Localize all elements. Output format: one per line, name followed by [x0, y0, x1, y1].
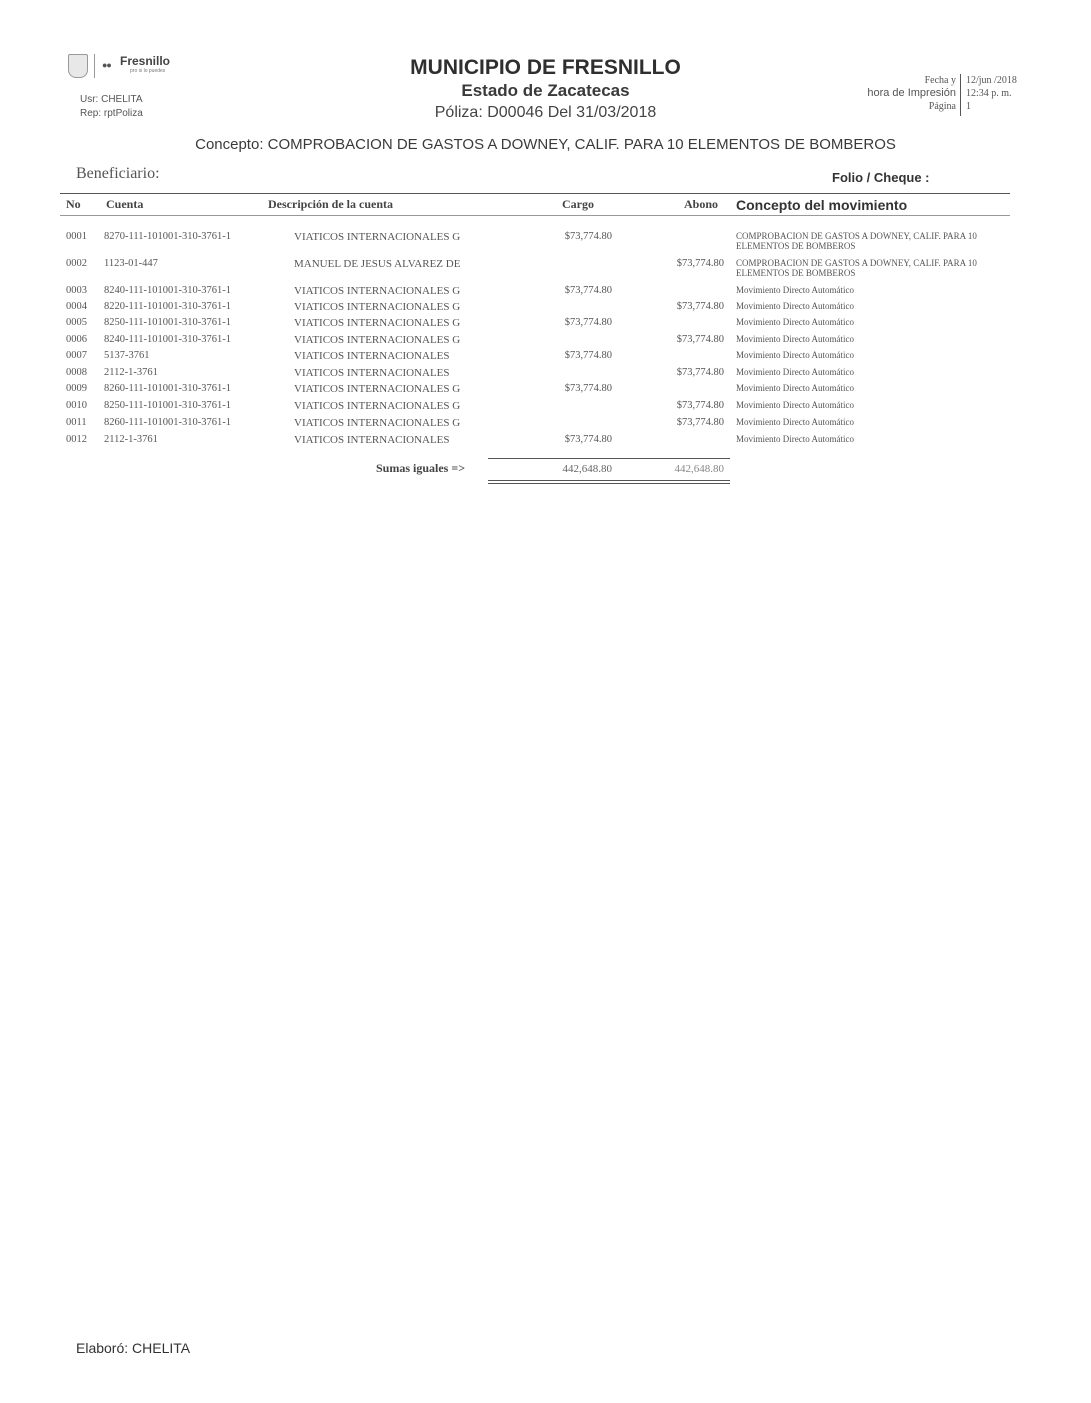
cell-cuenta: 2112-1-3761	[104, 367, 158, 378]
table-row	[0, 301, 1091, 317]
table-row	[0, 350, 1091, 366]
cell-descripcion: VIATICOS INTERNACIONALES G	[294, 301, 461, 313]
totals-double-rule-1	[488, 480, 730, 481]
cell-cargo: $73,774.80	[564, 285, 612, 296]
cell-abono: $73,774.80	[676, 417, 724, 428]
cell-no: 0005	[66, 317, 87, 328]
table-row	[0, 434, 1091, 450]
cell-no: 0008	[66, 367, 87, 378]
cell-cuenta: 1123-01-447	[104, 258, 158, 269]
totals-double-rule-2	[488, 483, 730, 484]
cell-descripcion: VIATICOS INTERNACIONALES G	[294, 285, 461, 297]
print-values	[966, 74, 1017, 113]
cell-concepto: Movimiento Directo Automático	[736, 383, 854, 393]
print-time: 12:34 p. m.	[966, 88, 1012, 99]
total-abono: 442,648.80	[674, 463, 724, 475]
print-date: 12/jun /2018	[966, 75, 1017, 86]
cell-concepto: COMPROBACION DE GASTOS A DOWNEY, CALIF. PARA 10 ELEMENTOS DE BOMBEROS	[736, 231, 977, 251]
cell-descripcion: VIATICOS INTERNACIONALES G	[294, 383, 461, 395]
table-header-top-rule	[60, 193, 1010, 194]
cell-no: 0011	[66, 417, 87, 428]
cell-no: 0009	[66, 383, 87, 394]
cell-cargo: $73,774.80	[564, 350, 612, 361]
cell-no: 0012	[66, 434, 87, 445]
cell-abono: $73,774.80	[676, 367, 724, 378]
cell-cargo: $73,774.80	[564, 383, 612, 394]
print-divider	[960, 74, 961, 116]
elaboro-label: Elaboró: CHELITA	[76, 1340, 191, 1356]
page-number: 1	[966, 101, 971, 112]
table-row	[0, 285, 1091, 301]
total-cargo: 442,648.80	[562, 463, 612, 475]
cell-cuenta: 8260-111-101001-310-3761-1	[104, 417, 231, 428]
page-title: MUNICIPIO DE FRESNILLO	[410, 56, 681, 79]
concepto-line: Concepto: COMPROBACION DE GASTOS A DOWNEY, CALIF. PARA 10 ELEMENTOS DE BOMBEROS	[195, 136, 896, 153]
cell-cuenta: 8270-111-101001-310-3761-1	[104, 231, 231, 242]
cell-cuenta: 5137-3761	[104, 350, 150, 361]
cell-concepto: Movimiento Directo Automático	[736, 350, 854, 360]
cell-concepto: Movimiento Directo Automático	[736, 317, 854, 327]
cell-cuenta: 8240-111-101001-310-3761-1	[104, 285, 231, 296]
cell-cuenta: 2112-1-3761	[104, 434, 158, 445]
column-header-descripcion: Descripción de la cuenta	[268, 197, 393, 211]
cell-no: 0003	[66, 285, 87, 296]
table-row	[0, 334, 1091, 350]
user-label: Usr: CHELITA	[80, 94, 143, 105]
cell-cuenta: 8220-111-101001-310-3761-1	[104, 301, 231, 312]
cell-concepto: Movimiento Directo Automático	[736, 367, 854, 377]
print-label-time: hora de Impresión	[867, 87, 956, 99]
cell-concepto: Movimiento Directo Automático	[736, 400, 854, 410]
cell-concepto: Movimiento Directo Automático	[736, 417, 854, 427]
cell-abono: $73,774.80	[676, 301, 724, 312]
cell-descripcion: VIATICOS INTERNACIONALES G	[294, 334, 461, 346]
cell-cuenta: 8240-111-101001-310-3761-1	[104, 334, 231, 345]
table-row	[0, 258, 1091, 278]
cell-concepto: COMPROBACION DE GASTOS A DOWNEY, CALIF. PARA 10 ELEMENTOS DE BOMBEROS	[736, 258, 977, 278]
table-row	[0, 231, 1091, 251]
dots-icon: ●●	[102, 60, 111, 70]
cell-concepto: Movimiento Directo Automático	[736, 301, 854, 311]
totals-top-rule	[488, 458, 730, 459]
cell-descripcion: VIATICOS INTERNACIONALES	[294, 367, 450, 379]
column-header-no: No	[66, 197, 81, 211]
cell-cargo: $73,774.80	[564, 231, 612, 242]
cell-no: 0007	[66, 350, 87, 361]
logo-tagline: pro si lo puedes	[130, 68, 166, 74]
cell-descripcion: VIATICOS INTERNACIONALES	[294, 350, 450, 362]
cell-descripcion: VIATICOS INTERNACIONALES G	[294, 400, 461, 412]
cell-concepto: Movimiento Directo Automático	[736, 285, 854, 295]
page-subtitle: Estado de Zacatecas	[461, 81, 630, 100]
column-header-cargo: Cargo	[562, 197, 594, 211]
print-label-page: Página	[928, 101, 956, 112]
cell-no: 0001	[66, 231, 87, 242]
cell-no: 0002	[66, 258, 87, 269]
cell-concepto: Movimiento Directo Automático	[736, 434, 854, 444]
table-header-bottom-rule	[60, 215, 1010, 216]
print-label-date: Fecha y	[924, 75, 956, 86]
cell-no: 0004	[66, 301, 87, 312]
cell-descripcion: VIATICOS INTERNACIONALES G	[294, 417, 461, 429]
report-label: Rep: rptPoliza	[80, 108, 143, 119]
table-row	[0, 367, 1091, 383]
sumas-iguales-label: Sumas iguales =>	[376, 461, 466, 475]
cell-cuenta: 8250-111-101001-310-3761-1	[104, 400, 231, 411]
beneficiario-label: Beneficiario:	[76, 165, 160, 182]
cell-abono: $73,774.80	[676, 400, 724, 411]
print-labels	[830, 74, 956, 113]
cell-descripcion: VIATICOS INTERNACIONALES G	[294, 317, 461, 329]
cell-abono: $73,774.80	[676, 334, 724, 345]
cell-cuenta: 8260-111-101001-310-3761-1	[104, 383, 231, 394]
cell-no: 0006	[66, 334, 87, 345]
cell-cargo: $73,774.80	[564, 317, 612, 328]
table-row	[0, 383, 1091, 399]
cell-descripcion: MANUEL DE JESUS ALVAREZ DE	[294, 258, 461, 270]
column-header-abono: Abono	[684, 197, 719, 211]
table-row	[0, 400, 1091, 416]
cell-concepto: Movimiento Directo Automático	[736, 334, 854, 344]
cell-cuenta: 8250-111-101001-310-3761-1	[104, 317, 231, 328]
logo-text: Fresnillo	[120, 54, 171, 68]
cell-cargo: $73,774.80	[564, 434, 612, 445]
cell-abono: $73,774.80	[676, 258, 724, 269]
folio-label: Folio / Cheque :	[832, 170, 930, 185]
poliza-line: Póliza: D00046 Del 31/03/2018	[434, 104, 657, 121]
cell-descripcion: VIATICOS INTERNACIONALES	[294, 434, 450, 446]
cell-no: 0010	[66, 400, 87, 411]
print-info	[830, 74, 1040, 120]
table-row	[0, 317, 1091, 333]
column-header-concepto: Concepto del movimiento	[736, 197, 908, 213]
table-row	[0, 417, 1091, 433]
cell-descripcion: VIATICOS INTERNACIONALES G	[294, 231, 461, 243]
column-header-cuenta: Cuenta	[106, 197, 144, 211]
